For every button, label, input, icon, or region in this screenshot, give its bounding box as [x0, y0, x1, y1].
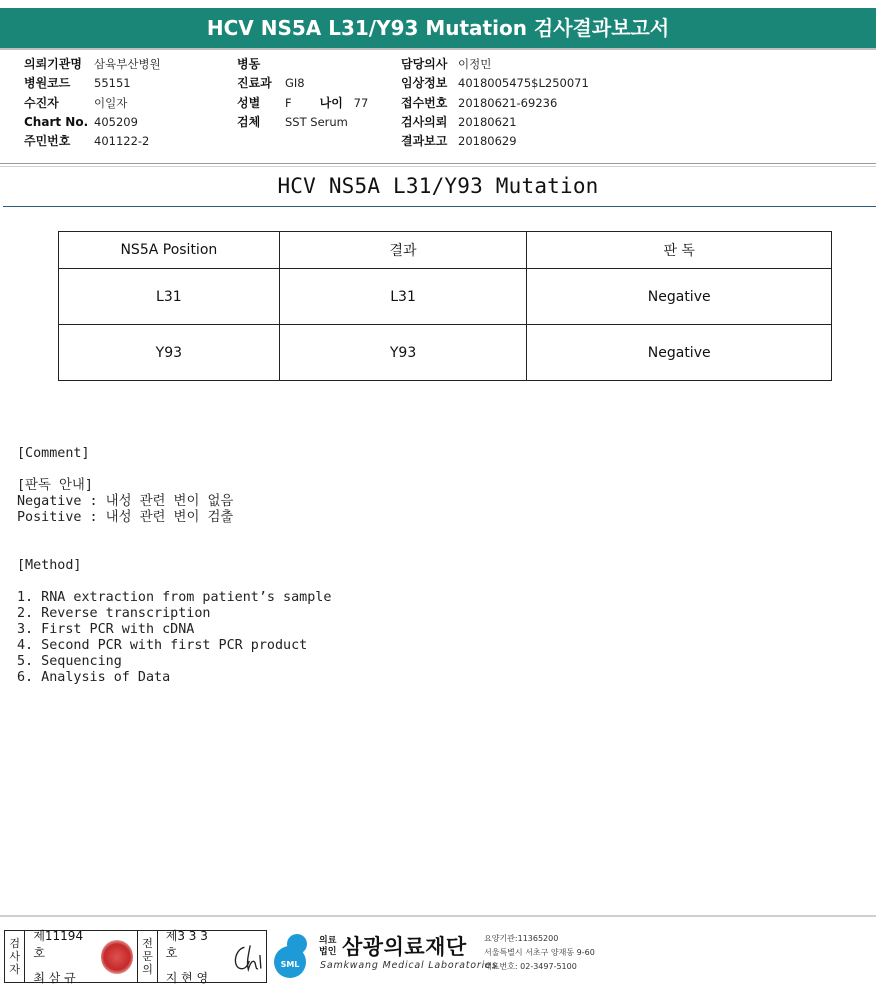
info-row: [237, 94, 368, 113]
result-cell: L31: [279, 269, 527, 325]
sml-logo-icon: [272, 932, 314, 980]
table-row: [59, 325, 832, 381]
header-divider: [0, 48, 876, 50]
info-row: [24, 74, 161, 93]
info-value: 이정민: [458, 57, 492, 71]
specialist-number: 제3 3 3 호: [165, 929, 208, 960]
legal-line: 의료: [319, 936, 337, 946]
patient-info-col2: [237, 55, 368, 132]
info-row: [401, 113, 589, 132]
label-char: 의: [142, 963, 153, 976]
report-title: HCV NS5A L31/Y93 Mutation 검사결과보고서: [206, 16, 670, 40]
inspector-name: 최 삼 규: [33, 971, 76, 985]
info-value: SST Serum: [285, 114, 348, 129]
guide-heading: [판독 안내]: [17, 478, 93, 493]
info-value: GI8: [285, 76, 305, 91]
info-line: 대표번호: 02-3497-5100: [484, 962, 577, 971]
logo-text: SML: [280, 960, 300, 969]
interpretation-cell: Negative: [527, 269, 832, 325]
info-label: 병동: [237, 57, 261, 71]
info-row: [24, 113, 161, 132]
info-row: [401, 132, 589, 151]
guide-line: Positive : 내성 관련 변이 검출: [17, 510, 234, 525]
info-row: [401, 55, 589, 74]
organization-logo: [272, 928, 602, 986]
label-char: 자: [9, 963, 20, 976]
info-value: 삼육부산병원: [94, 57, 161, 71]
method-step: 6. Analysis of Data: [17, 670, 171, 685]
position-cell: Y93: [59, 325, 280, 381]
info-row: [237, 113, 368, 132]
method-step: 2. Reverse transcription: [17, 606, 211, 621]
table-row: [59, 269, 832, 325]
title-divider: [3, 206, 876, 207]
info-label: 주민번호: [24, 134, 71, 149]
label-char: 검: [9, 937, 20, 950]
info-label: 진료과: [237, 76, 272, 91]
info-label: Chart No.: [24, 114, 89, 129]
comment-heading: [Comment]: [17, 446, 90, 461]
legal-line: 법인: [319, 947, 337, 957]
seal-stamp-icon: [101, 940, 134, 974]
test-title: HCV NS5A L31/Y93 Mutation: [277, 174, 599, 198]
specialist-name: 지 현 영: [165, 971, 209, 985]
signature-box: [4, 930, 267, 983]
info-label: 수진자: [24, 95, 59, 110]
specialist-label: [137, 931, 157, 982]
info-value: 20180621-69236: [458, 95, 558, 110]
footer-divider: [0, 915, 876, 917]
info-row: [237, 55, 368, 74]
inspector-number: 제11194호: [33, 929, 84, 960]
patient-info-col3: [401, 55, 589, 151]
info-value: 4018005475$L250071: [458, 76, 589, 91]
label-char: 문: [142, 950, 153, 963]
label-char: 사: [9, 950, 20, 963]
method-step: 3. First PCR with cDNA: [17, 622, 195, 637]
age-label: 나이: [319, 95, 343, 110]
column-header: 판 독: [527, 232, 832, 269]
info-divider: [0, 166, 876, 167]
info-value: 405209: [94, 114, 138, 129]
info-row: [401, 94, 589, 113]
info-row: [24, 132, 161, 151]
info-row: [24, 55, 161, 74]
info-value: 55151: [94, 76, 131, 91]
signature-icon: [229, 937, 266, 977]
info-label: 접수번호: [401, 95, 448, 110]
label-char: 전: [142, 937, 153, 950]
info-line: 요양기관:11365200: [484, 934, 559, 943]
interpretation-cell: Negative: [527, 325, 832, 381]
info-value: 이일자: [94, 95, 128, 110]
info-label: 결과보고: [401, 134, 448, 149]
info-row: [24, 94, 161, 113]
guide-line: Negative : 내성 관련 변이 없음: [17, 494, 234, 509]
inspector-label: [5, 931, 25, 982]
result-cell: Y93: [279, 325, 527, 381]
method-heading: [Method]: [17, 558, 82, 573]
method-step: 4. Second PCR with first PCR product: [17, 638, 308, 653]
info-label: 병원코드: [24, 76, 71, 91]
organization-english-name: Samkwang Medical Laboratories: [320, 960, 498, 971]
info-value: 20180629: [458, 134, 517, 149]
info-label: 검사의뢰: [401, 114, 448, 129]
info-row: [401, 74, 589, 93]
info-value: 20180621: [458, 114, 517, 129]
age-value: 77: [353, 95, 369, 110]
info-label: 검체: [237, 114, 261, 129]
info-value: 401122-2: [94, 134, 150, 149]
info-label: 담당의사: [401, 57, 448, 71]
table-header-row: [59, 232, 832, 269]
specialist-signer: [158, 929, 222, 985]
method-step: 1. RNA extraction from patient’s sample: [17, 590, 332, 605]
legal-entity-label: [319, 936, 336, 958]
info-row: [237, 74, 368, 93]
patient-info-col1: [24, 55, 161, 151]
method-step: 5. Sequencing: [17, 654, 122, 669]
info-label: 임상정보: [401, 76, 448, 91]
result-table: [58, 231, 832, 381]
info-label: 성별: [237, 95, 261, 110]
info-divider: [0, 163, 876, 164]
report-header: [0, 8, 876, 48]
organization-info: [484, 932, 595, 974]
position-cell: L31: [59, 269, 280, 325]
organization-name: 삼광의료재단: [342, 935, 467, 959]
column-header: NS5A Position: [59, 232, 280, 269]
info-line: 서울특별시 서초구 양재동 9-60: [484, 948, 595, 957]
inspector-signer: [25, 929, 92, 985]
info-label: 의뢰기관명: [24, 57, 82, 71]
column-header: 결과: [279, 232, 527, 269]
info-value: F: [285, 95, 292, 110]
